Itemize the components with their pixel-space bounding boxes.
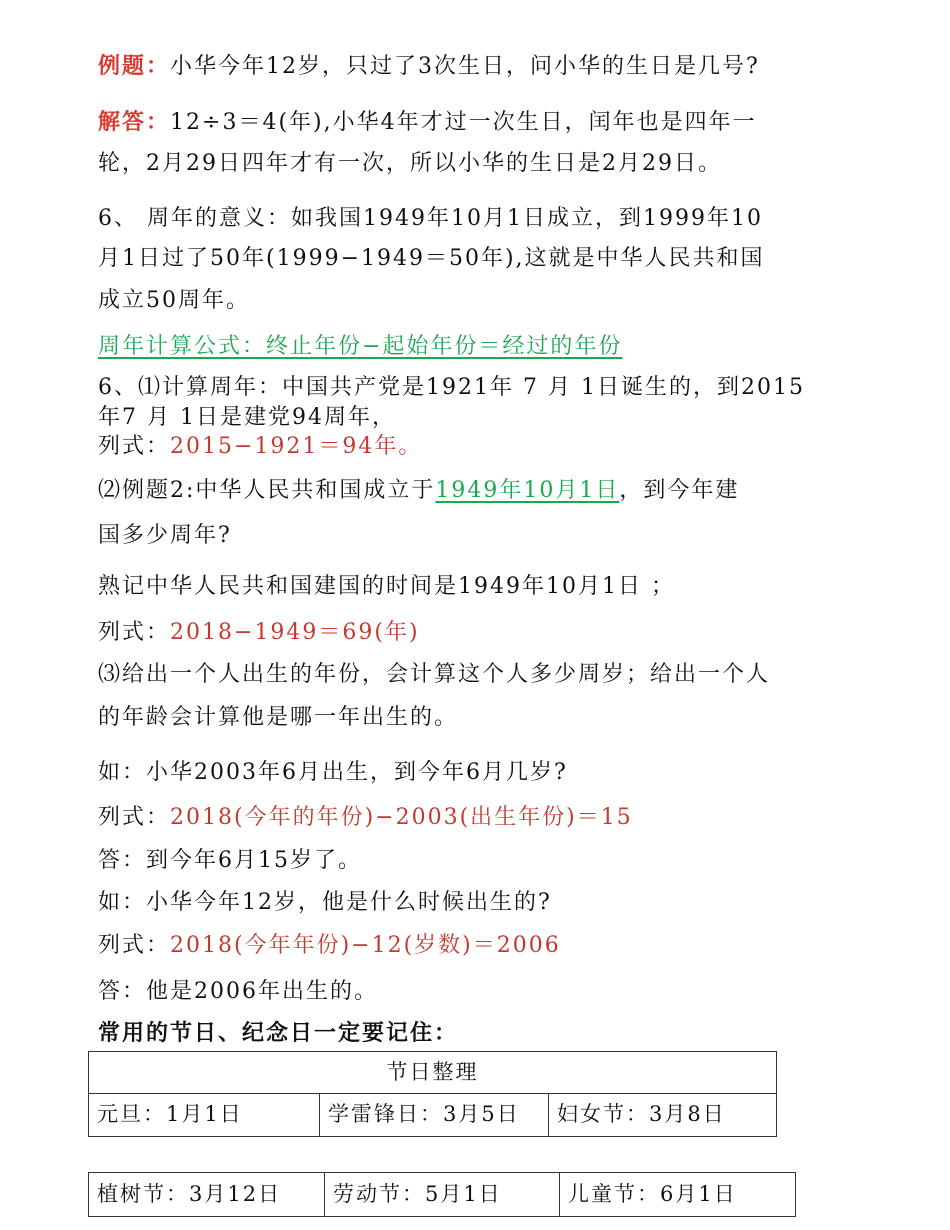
item-3-example-1: 如：小华2003年6月出生，到今年6月几岁? [98, 760, 568, 785]
item-2-suffix: ，到今年建 [619, 478, 740, 503]
item-2-line-2: 国多少周年? [98, 523, 232, 548]
calc-label: 列式： [98, 933, 171, 958]
festival-cell: 学雷锋日：3月5日 [320, 1094, 549, 1137]
festival-cell: 元旦：1月1日 [89, 1094, 320, 1137]
item-3-answer-2: 答：他是2006年出生的。 [98, 979, 378, 1004]
festival-table-title: 节日整理 [89, 1052, 777, 1094]
section-6-line-1: 6、 周年的意义：如我国1949年10月1日成立，到1999年10 [98, 206, 763, 231]
answer-text-1: 12÷3＝4(年),小华4年才过一次生日，闰年也是四年一 [170, 110, 757, 135]
item-3-answer-1: 答：到今年6月15岁了。 [98, 848, 362, 873]
answer-1-line-1 [98, 109, 757, 136]
festival-cell: 植树节：3月12日 [89, 1173, 325, 1217]
answer-1-line-2: 轮，2月29日四年才有一次，所以小华的生日是2月29日。 [98, 151, 722, 176]
item-3-line-2: 的年龄会计算他是哪一年出生的。 [98, 705, 459, 730]
section-6-line-2: 月1日过了50年(1999−1949＝50年),这就是中华人民共和国 [98, 246, 765, 271]
item-2-prefix: ⑵例题2:中华人民共和国成立于 [98, 478, 436, 503]
example-1 [98, 53, 760, 80]
festival-table-2 [88, 1172, 796, 1217]
festival-cell: 儿童节：6月1日 [560, 1173, 796, 1217]
calc-label: 列式： [98, 805, 171, 830]
calc-expression: 2018−1949＝69(年) [170, 620, 420, 645]
item-1-line-1: 6、⑴计算周年：中国共产党是1921年 7 月 1日诞生的，到2015 [98, 375, 805, 400]
festivals-heading: 常用的节日、纪念日一定要记住： [98, 1020, 459, 1046]
item-3-calc-2 [98, 933, 561, 959]
calc-expression: 2018(今年的年份)−2003(出生年份)＝15 [170, 805, 633, 830]
item-3-line-1: ⑶给出一个人出生的年份，会计算这个人多少周岁；给出一个人 [98, 662, 771, 687]
founding-date-highlight: 1949年10月1日 [435, 478, 620, 503]
festival-cell: 劳动节：5月1日 [325, 1173, 560, 1217]
festival-cell: 妇女节：3月8日 [549, 1094, 777, 1137]
anniversary-formula: 周年计算公式：终止年份−起始年份＝经过的年份 [98, 334, 623, 359]
item-3-calc-1 [98, 805, 633, 831]
calc-label: 列式： [98, 620, 171, 645]
example-label: 例题： [98, 53, 171, 79]
calc-expression: 2018(今年年份)−12(岁数)＝2006 [170, 933, 561, 958]
item-2-line-1 [98, 478, 739, 504]
example-text: 小华今年12岁，只过了3次生日，问小华的生日是几号? [170, 54, 760, 79]
item-1-line-2: 年7 月 1日是建党94周年， [98, 405, 396, 430]
calc-expression: 2015−1921＝94年。 [170, 434, 423, 459]
section-6-line-3: 成立50周年。 [98, 288, 250, 313]
item-2-calc [98, 620, 420, 646]
item-2-note: 熟记中华人民共和国建国的时间是1949年10月1日 ； [98, 574, 675, 599]
answer-label: 解答： [98, 109, 171, 135]
festival-table-1 [88, 1051, 777, 1137]
item-1-calc [98, 434, 422, 460]
calc-label: 列式： [98, 434, 171, 459]
item-3-example-2: 如：小华今年12岁，他是什么时候出生的? [98, 890, 552, 915]
